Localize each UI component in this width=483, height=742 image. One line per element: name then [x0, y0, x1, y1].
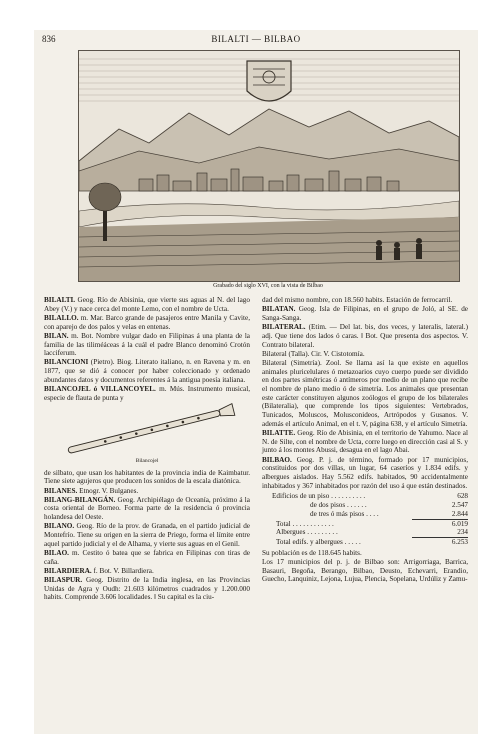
entry-bilateral: BILATERAL. (Etim. — Del lat. bis, dos veces, y lateralis, lateral.) adj. Que tiene dos lados ó caras. ‖ Bot. Que presenta dos aspectos. V. Contrato bilateral. [262, 323, 468, 349]
flute-icon [44, 403, 250, 459]
entry-bilatte: BILATTE. Geog. Río de Abisinia, en el territorio de Yahumo. Nace al N. de Silte, con el nombre de Ucta, corre luego en dirección casi al S. y junto á los montes Abussi, desagua en el lago Abai. [262, 429, 468, 455]
running-header [42, 34, 470, 46]
entry-bilancioni: BILANCIONI (Pietro). Biog. Literato italiano, n. en Ravena y m. en 1877, que se dió á conocer por haber coleccionado y ordenado abundantes datos y documentos referentes á la antigua poesía italiana. [44, 358, 250, 384]
entry-bilardiera: BILARDIERA. f. Bot. V. Billardiera. [44, 566, 154, 575]
right-column [262, 296, 468, 585]
table-row: de tres ó más pisos . . . . 2.844 [310, 509, 468, 518]
table-row: Total . . . . . . . . . . . . 6.019 [276, 519, 468, 528]
entry-bilateral-talla: Bilateral (Talla). Cir. V. Cistotomía. [262, 349, 365, 358]
population-text: Su población es de 118.645 habits. [262, 548, 362, 557]
entry-bilanes: BILANES. Etnogr. V. Bulganes. [44, 486, 139, 495]
entry-bilano: BILANO. Geog. Río de la prov. de Granada, en el partido judicial de Montefrío. Tiene su origen en la sierra de Priego, forma el límite entre aquel partido judicial y el de Alhama, y vierte sus aguas en el Genil. [44, 522, 250, 548]
entry-bilateral-simetria: Bilateral (Simetría). Zool. Se llama así la que existe en aquellos animales pluricelulares ó metazoarios cuyo cuerpo puede ser dividido en dos partes simétricas ó antímeros por medio de un plano que recibe el nombre de plano medio ó de simetría. Los animales que presentan este carácter constituyen algunos zoólogos el grupo de los bilaterales (Bilateralia), que comprende los tipos siguientes: Vertebrados, Tunicados, Moluscos, Molusconideos, Artrópodos y Gusanos. V. además el artículo Animal, en el t. V, página 638, y el artículo Simetría. [262, 358, 468, 428]
entry-bilaspur: BILASPUR. Geog. Distrito de la India inglesa, en las Provincias Unidas de Agra y Oudh: 21.603 kilómetros cuadrados y 1.200.000 habits. Comprende 3.606 localidades. ‖ Su capital es la ciu- [44, 576, 251, 602]
entry-bilan: BILAN. m. Bot. Nombre vulgar dado en Filipinas á una planta de la familia de las tiliméáceas á la cuál el padre Blanco denominó Crotón lacciferum. [44, 331, 251, 358]
entry-continuation-right: dad del mismo nombre, con 18.560 habits. Estación de ferrocarril. [262, 296, 453, 304]
book-page [34, 30, 478, 734]
entry-continuation: de silbato, que usan los habitantes de la provincia india de Kaimbatur. Tiene siete agujeros que producen los sonidos de la escala diatónica. [44, 468, 250, 486]
entry-bilao: BILAO. m. Cestito ó bateа que se fabrica en Filipinas con tiras de caña. [44, 548, 250, 566]
entry-bilang-bilangan: BILANG-BILANGÁN. Geog. Archipiélago de Oceanía, próximo á la costa oriental de Borneo. Forma parte de la residencia ó provincia holandesa del Oeste. [44, 495, 250, 522]
table-row: Albergues . . . . . . . . . 234 [276, 528, 468, 537]
bilbao-view-engraving [79, 51, 459, 281]
instrument-illustration [44, 403, 250, 461]
table-row: Total edifs. y albergues . . . . . 6.253 [276, 537, 468, 546]
running-title: BILALTI — BILBAO [211, 34, 301, 44]
page-number: 836 [42, 34, 56, 44]
entry-bilbao: BILBAO. Geog. P. j. de término, formado por 17 municipios, constituidos por dos villas, un lugar, 64 caseríos y 1.834 edifs. y albergues aislados. Hay 5.562 edifs. habitados, 90 accidentalmente inhabitados y 367 inhabitados por razón del uso á que están destinados. [262, 455, 468, 490]
entry-bilalti: BILALTI. Geog. Río de Abisinia, que vierte sus aguas al N. del lago Abey (V.) y nace cerca del monte Lemo, con el nombre de Ucta. [44, 296, 250, 313]
entry-bilallo: BILALLO. m. Mar. Barco grande de pasajeros entre Manila y Cavite, con aparejo de dos palos y velas en entenas. [44, 313, 250, 331]
table-row: Edificios de un piso . . . . . . . . . . 628 [272, 492, 468, 501]
table-row: de dos pisos . . . . . . 2.547 [310, 501, 468, 510]
buildings-table [262, 492, 468, 546]
municipalities-text: Los 17 municipios del p. j. de Bilbao son: Arrigorriaga, Barrica, Basauri, Begoña, Berango, Bilbao, Deusto, Echevarri, Erandio, Guecho, Lanquiniz, Lejona, Lujua, Plencia, Sopelana, Urdúliz y Zamu- [262, 557, 468, 584]
entry-bilatan: BILATAN. Geog. Isla de Filipinas, en el grupo de Joló, al SE. de Sanga-Sanga. [262, 305, 468, 322]
entry-bilancojel: BILANCOJEL ó VILLANCOYEL. m. Mús. Instrumento musical, especie de flauta de punta y [44, 385, 251, 402]
left-column [44, 296, 250, 603]
engraving-illustration [78, 50, 460, 282]
coat-of-arms-icon [247, 61, 291, 101]
figure-caption: Grabado del siglo XVI, con la vista de Bilbao [213, 283, 323, 289]
instrument-caption: Bilancojel [135, 457, 159, 464]
